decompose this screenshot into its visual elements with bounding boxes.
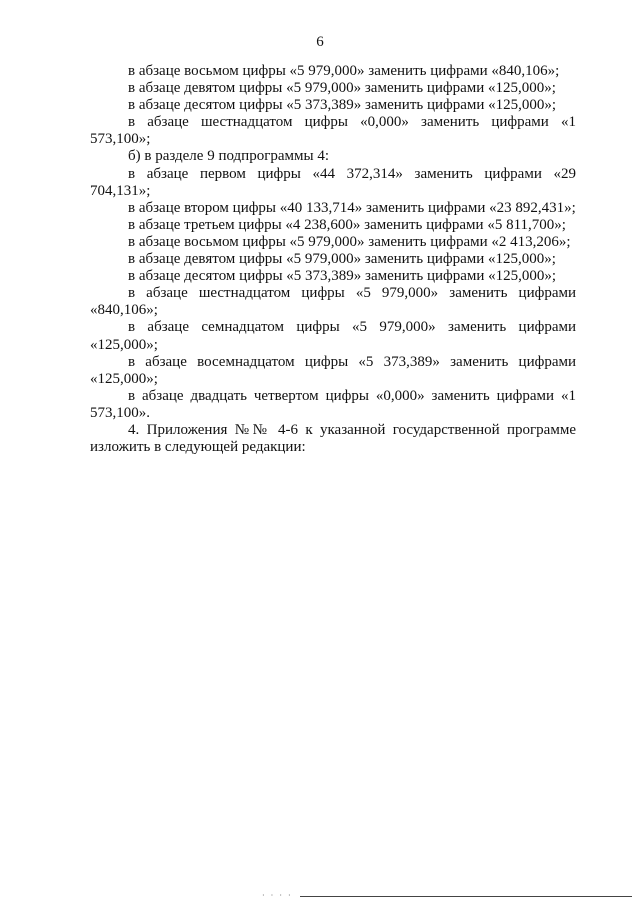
amendment-paragraph: в абзаце шестнадцатом цифры «5 979,000» заменить цифрами «840,106»; [90,285,576,319]
amendment-paragraph: в абзаце семнадцатом цифры «5 979,000» заменить цифрами «125,000»; [90,319,576,353]
amendment-paragraph: в абзаце девятом цифры «5 979,000» заменить цифрами «125,000»; [128,80,556,97]
amendment-paragraph: в абзаце восьмом цифры «5 979,000» заменить цифрами «2 413,206»; [128,233,571,250]
amendment-paragraph: в абзаце восьмом цифры «5 979,000» заменить цифрами «840,106»; [128,63,560,79]
document-body [90,63,576,456]
amendment-paragraph: в абзаце девятом цифры «5 979,000» заменить цифрами «125,000»; [128,251,556,268]
closing-paragraph: 4. Приложения №№ 4-6 к указанной государственной программе изложить в следующей редакции: [90,421,576,456]
scan-artifact-dots: · · · · [262,891,293,900]
amendment-paragraph: в абзаце третьем цифры «4 238,600» заменить цифрами «5 811,700»; [128,216,566,233]
amendment-paragraph: в абзаце втором цифры «40 133,714» заменить цифрами «23 892,431»; [128,199,576,216]
section-heading: б) в разделе 9 подпрограммы 4: [128,148,329,165]
amendment-paragraph: в абзаце десятом цифры «5 373,389» заменить цифрами «125,000»; [128,268,557,285]
footer-rule [300,896,632,897]
amendment-paragraph: в абзаце восемнадцатом цифры «5 373,389» заменить цифрами «125,000»; [90,353,576,387]
amendment-paragraph: в абзаце шестнадцатом цифры «0,000» заменить цифрами «1 573,100»; [90,114,576,148]
amendment-paragraph: в абзаце первом цифры «44 372,314» заменить цифрами «29 704,131»; [90,165,576,199]
amendment-paragraph: в абзаце десятом цифры «5 373,389» заменить цифрами «125,000»; [128,97,557,114]
amendment-paragraph: в абзаце двадцать четвертом цифры «0,000» заменить цифрами «1 573,100». [90,387,576,421]
page-number: 6 [316,34,324,50]
